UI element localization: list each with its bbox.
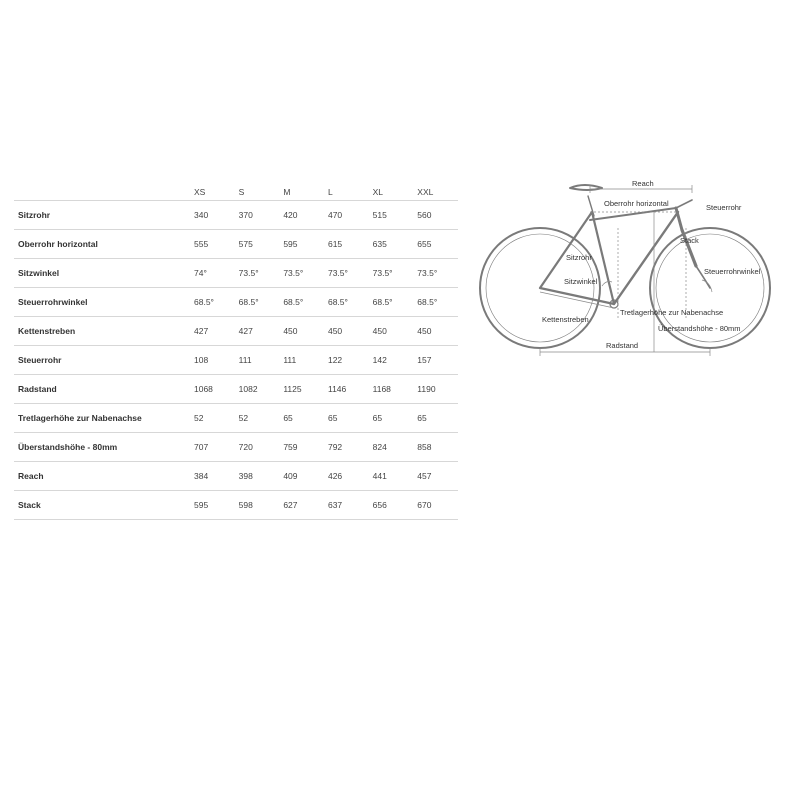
size-header: XL [372,186,384,197]
table-cell: 73.5° [413,259,458,288]
table-cell: 720 [235,433,280,462]
table-cell: 555 [190,230,235,259]
table-cell: 68.5° [279,288,324,317]
table-cell: 65 [413,404,458,433]
table-cell: 627 [279,491,324,520]
table-row [14,259,458,288]
row-label: Tretlagerhöhe zur Nabenachse [14,404,190,433]
table-cell: 68.5° [413,288,458,317]
table-cell: 670 [413,491,458,520]
table-cell: 450 [413,317,458,346]
table-cell: 52 [235,404,280,433]
row-label: Sitzwinkel [14,259,190,288]
table-cell: 595 [190,491,235,520]
table-cell: 73.5° [324,259,369,288]
table-cell: 441 [369,462,414,491]
size-header: S [238,186,245,197]
table-cell: 68.5° [324,288,369,317]
table-cell: 122 [324,346,369,375]
table-cell: 637 [324,491,369,520]
table-cell: 560 [413,201,458,230]
table-row [14,375,458,404]
table-cell: 73.5° [369,259,414,288]
table-cell: 450 [324,317,369,346]
table-cell: 858 [413,433,458,462]
table-row [14,230,458,259]
table-cell: 420 [279,201,324,230]
row-label: Radstand [14,375,190,404]
table-cell: 457 [413,462,458,491]
table-cell: 384 [190,462,235,491]
size-header-row [14,183,458,201]
table-cell: 450 [369,317,414,346]
table-row [14,491,458,520]
size-header: L [327,186,333,197]
table-row [14,462,458,491]
label-stack: Stack [680,236,699,245]
label-radstand: Radstand [606,341,639,350]
table-cell: 1146 [324,375,369,404]
geometry-table [14,183,458,520]
size-header: M [283,186,291,197]
table-cell: 515 [369,201,414,230]
table-cell: 157 [413,346,458,375]
table-cell: 595 [279,230,324,259]
label-oberrohr-horizontal: Oberrohr horizontal [604,199,669,208]
row-label: Überstandshöhe - 80mm [14,433,190,462]
table-cell: 427 [190,317,235,346]
label-tretlagerhoehe: Tretlagerhöhe zur Nabenachse [620,308,724,317]
table-cell: 1125 [279,375,324,404]
table-cell: 598 [235,491,280,520]
row-label: Reach [14,462,190,491]
row-label: Oberrohr horizontal [14,230,190,259]
table-cell: 427 [235,317,280,346]
table-cell: 74° [190,259,235,288]
table-cell: 108 [190,346,235,375]
table-cell: 1068 [190,375,235,404]
size-header: XS [194,186,206,197]
row-label: Sitzrohr [14,201,190,230]
table-cell: 111 [279,346,324,375]
table-cell: 655 [413,230,458,259]
header-corner [14,183,190,201]
table-cell: 65 [369,404,414,433]
table-cell: 73.5° [235,259,280,288]
table-cell: 450 [279,317,324,346]
label-kettenstreben: Kettenstreben [542,315,589,324]
size-header: XXL [417,186,434,197]
label-sitzwinkel: Sitzwinkel [564,277,598,286]
table-cell: 52 [190,404,235,433]
row-label: Kettenstreben [14,317,190,346]
table-cell: 759 [279,433,324,462]
table-cell: 470 [324,201,369,230]
table-cell: 111 [235,346,280,375]
table-cell: 615 [324,230,369,259]
table-cell: 426 [324,462,369,491]
label-sitzrohr: Sitzrohr [566,253,592,262]
table-row [14,433,458,462]
table-row [14,346,458,375]
table-cell: 68.5° [369,288,414,317]
table-cell: 656 [369,491,414,520]
table-cell: 707 [190,433,235,462]
table-cell: 370 [235,201,280,230]
table-cell: 65 [324,404,369,433]
table-cell: 73.5° [279,259,324,288]
table-cell: 409 [279,462,324,491]
table-cell: 824 [369,433,414,462]
table-cell: 68.5° [235,288,280,317]
table-cell: 575 [235,230,280,259]
table-cell: 65 [279,404,324,433]
table-cell: 68.5° [190,288,235,317]
label-steuerrohr: Steuerrohr [706,203,742,212]
table-cell: 340 [190,201,235,230]
table-cell: 398 [235,462,280,491]
table-cell: 1190 [413,375,458,404]
table-cell: 142 [369,346,414,375]
label-reach: Reach [632,179,654,188]
row-label: Stack [14,491,190,520]
table-row [14,288,458,317]
table-cell: 1082 [235,375,280,404]
label-ueberstandshoehe: Überstandshöhe - 80mm [658,324,741,333]
row-label: Steuerrohrwinkel [14,288,190,317]
table-row [14,201,458,230]
bike-geometry-diagram [478,168,790,364]
row-label: Steuerrohr [14,346,190,375]
table-cell: 1168 [369,375,414,404]
table-row [14,317,458,346]
label-steuerrohrwinkel: Steuerrohrwinkel [704,267,761,276]
table-row [14,404,458,433]
table-cell: 635 [369,230,414,259]
table-cell: 792 [324,433,369,462]
